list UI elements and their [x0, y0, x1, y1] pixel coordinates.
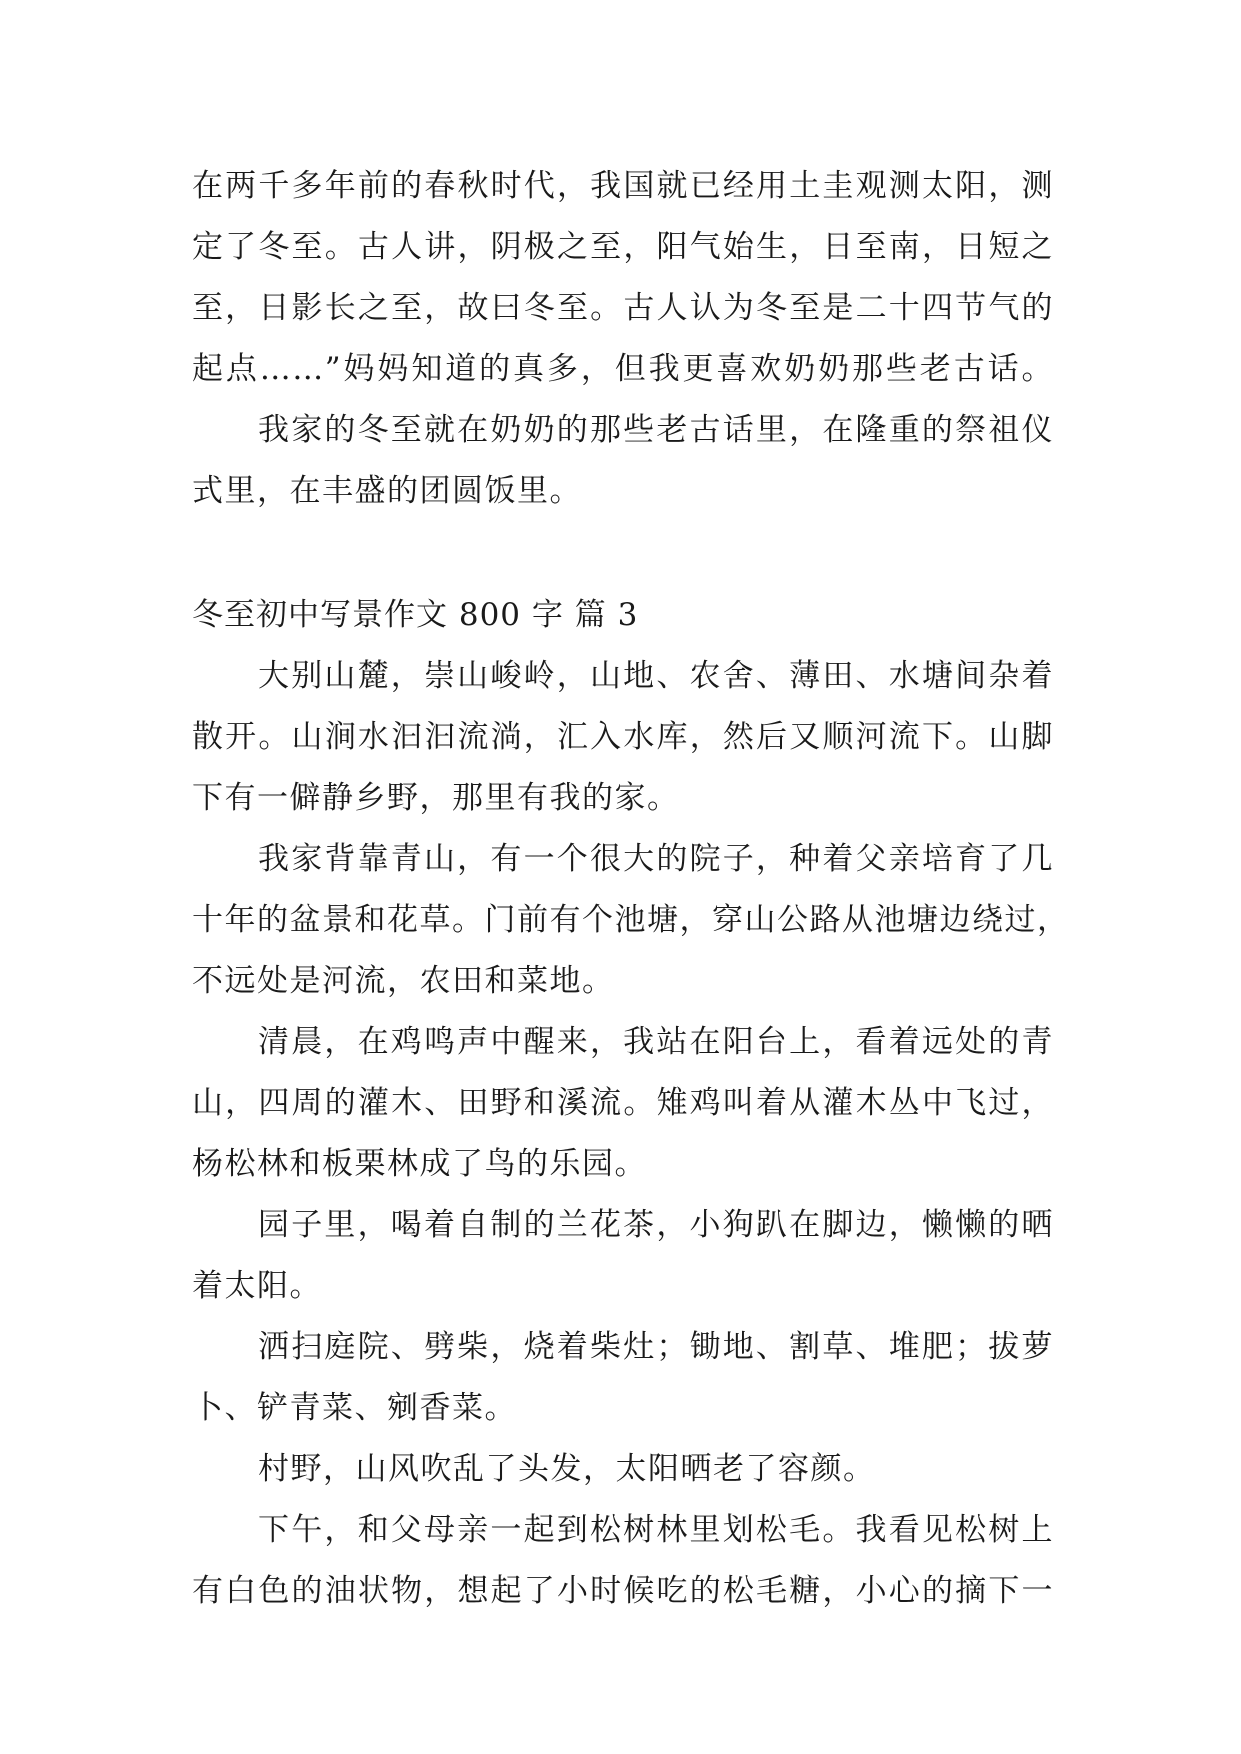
text-line: 清晨，在鸡鸣声中醒来，我站在阳台上，看着远处的青 — [258, 1024, 1054, 1060]
text-line: 园子里，喝着自制的兰花茶，小狗趴在脚边，懒懒的晒 — [258, 1207, 1054, 1243]
section-heading: 冬至初中写景作文 800 字 篇 3 — [192, 597, 639, 633]
section-gap — [192, 522, 1054, 585]
text-line: 我家背靠青山，有一个很大的院子，种着父亲培育了几 — [258, 841, 1054, 877]
text-line: 十年的盆景和花草。门前有个池塘，穿山公路从池塘边绕过， — [192, 902, 1070, 938]
text-line: 杨松林和板栗林成了鸟的乐园。 — [192, 1146, 647, 1182]
text-line: 在两千多年前的春秋时代，我国就已经用土圭观测太阳，测 — [192, 168, 1054, 204]
text-line: 村野，山风吹乱了头发，太阳晒老了容颜。 — [258, 1451, 876, 1487]
text-line: 下有一僻静乡野，那里有我的家。 — [192, 780, 680, 816]
text-line: 着太阳。 — [192, 1268, 322, 1304]
text-line: 山，四周的灌木、田野和溪流。雉鸡叫着从灌木丛中飞过， — [192, 1085, 1054, 1121]
text-line: 我家的冬至就在奶奶的那些老古话里，在隆重的祭祖仪 — [258, 412, 1054, 448]
text-line: 下午，和父母亲一起到松树林里划松毛。我看见松树上 — [258, 1512, 1054, 1548]
text-line: 散开。山涧水汩汩流淌，汇入水库，然后又顺河流下。山脚 — [192, 719, 1054, 755]
text-line: 起点……”妈妈知道的真多，但我更喜欢奶奶那些老古话。 — [192, 351, 1054, 387]
text-line: 有白色的油状物，想起了小时候吃的松毛糖，小心的摘下一 — [192, 1573, 1054, 1609]
text-line: 洒扫庭院、劈柴，烧着柴灶；锄地、割草、堆肥；拔萝 — [258, 1329, 1054, 1365]
document-page — [192, 156, 1070, 1622]
text-line: 大别山麓，崇山峻岭，山地、农舍、薄田、水塘间杂着 — [258, 658, 1054, 694]
text-line: 卜、铲青菜、剜香菜。 — [192, 1390, 517, 1426]
text-line: 式里，在丰盛的团圆饭里。 — [192, 473, 582, 509]
text-line: 不远处是河流，农田和菜地。 — [192, 963, 615, 999]
text-line: 定了冬至。古人讲，阴极之至，阳气始生，日至南，日短之 — [192, 229, 1054, 265]
text-line: 至，日影长之至，故曰冬至。古人认为冬至是二十四节气的 — [192, 290, 1054, 326]
